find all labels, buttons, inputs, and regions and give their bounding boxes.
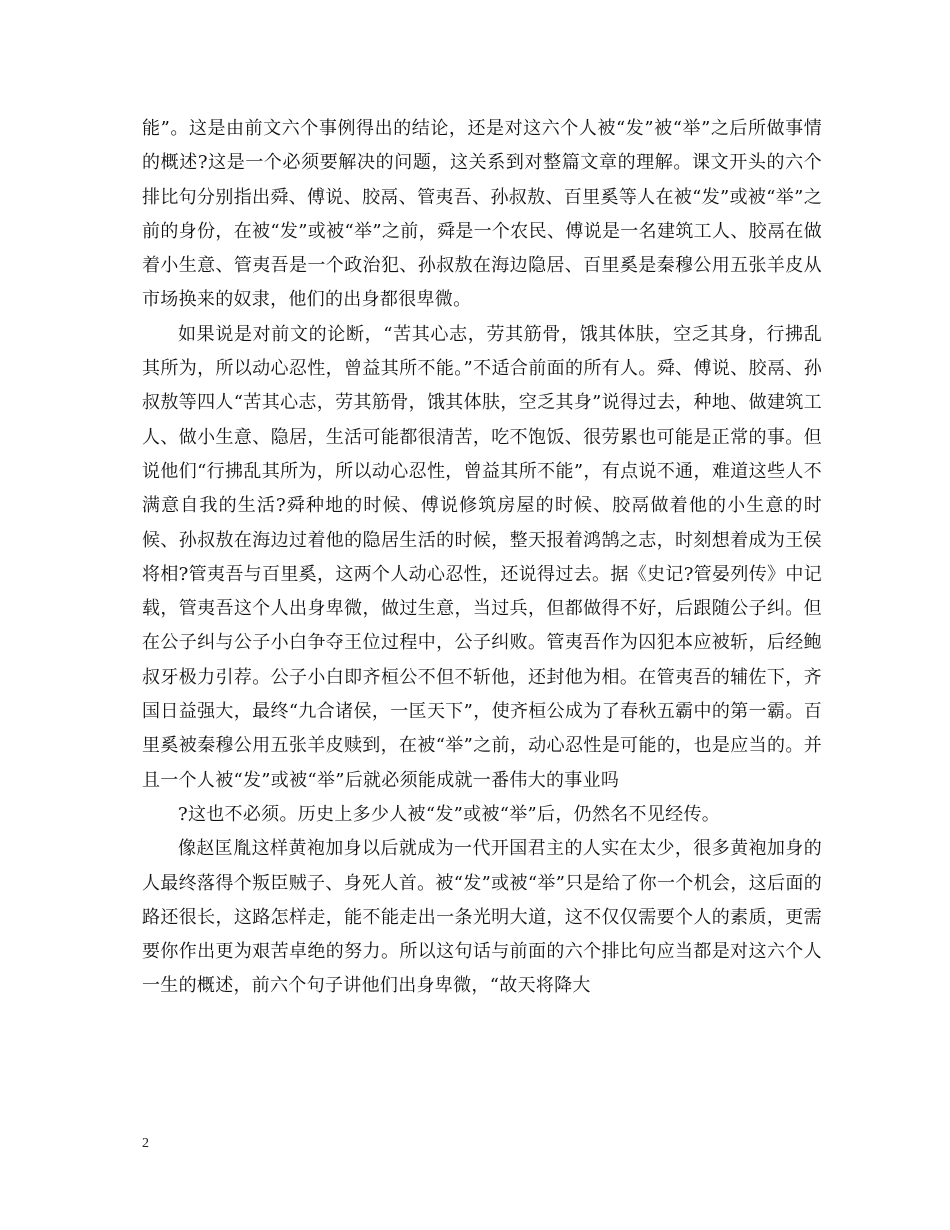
paragraph-4: 像赵匡胤这样黄袍加身以后就成为一代开国君主的人实在太少，很多黄袍加身的人最终落得个叛臣贼子、身死人首。被“发”或被“举”只是给了你一个机会，这后面的路还很长，这路怎样走，能不能走出一条光明大道，这不仅仅需要个人的素质，更需要你作出更为艰苦卓绝的努力。所以这句话与前面的六个排比句应当都是对这六个人一生的概述，前六个句子讲他们出身卑微，“故天将降大: [142, 838, 822, 997]
page-number: 2: [142, 1136, 149, 1151]
paragraph-3: ?这也不必须。历史上多少人被“发”或被“举”后，仍然名不见经传。: [178, 803, 721, 825]
paragraph-1: 能”。这是由前文六个事例得出的结论，还是对这六个人被“发”被“举”之后所做事情的概述?这是一个必须要解决的问题，这关系到对整篇文章的理解。课文开头的六个排比句分别指出舜、傅说、胶鬲、管夷吾、孙叔敖、百里奚等人在被“发”或被“举”之前的身份，在被“发”或被“举”之前，舜是一个农民、傅说是一名建筑工人、胶鬲在做着小生意、管夷吾是一个政治犯、孙叔敖在海边隐居、百里奚是秦穆公用五张羊皮从市场换来的奴隶，他们的出身都很卑微。: [142, 118, 822, 311]
paragraph-2: 如果说是对前文的论断，“苦其心志，劳其筋骨，饿其体肤，空乏其身，行拂乱其所为，所以动心忍性，曾益其所不能。”不适合前面的所有人。舜、傅说、胶鬲、孙叔敖等四人“苦其心志，劳其筋骨，饿其体肤，空乏其身”说得过去，种地、做建筑工人、做小生意、隐居，生活可能都很清苦，吃不饱饭、很劳累也可能是正常的事。但说他们“行拂乱其所为，所以动心忍性，曾益其所不能”，有点说不通，难道这些人不满意自我的生活?舜种地的时候、傅说修筑房屋的时候、胶鬲做着他的小生意的时候、孙叔敖在海边过着他的隐居生活的时候，整天报着鸿鹄之志，时刻想着成为王侯将相?管夷吾与百里奚，这两个人动心忍性，还说得过去。据《史记?管晏列传》中记载，管夷吾这个人出身卑微，做过生意，当过兵，但都做得不好，后跟随公子纠。但在公子纠与公子小白争夺王位过程中，公子纠败。管夷吾作为囚犯本应被斩，后经鲍叔牙极力引荐。公子小白即齐桓公不但不斩他，还封他为相。在管夷吾的辅佐下，齐国日益强大，最终“九合诸侯，一匡天下”，使齐桓公成为了春秋五霸中的第一霸。百里奚被秦穆公用五张羊皮赎到，在被“举”之前，动心忍性是可能的，也是应当的。并且一个人被“发”或被“举”后就必须能成就一番伟大的事业吗: [142, 323, 822, 791]
document-body: [142, 112, 822, 1004]
